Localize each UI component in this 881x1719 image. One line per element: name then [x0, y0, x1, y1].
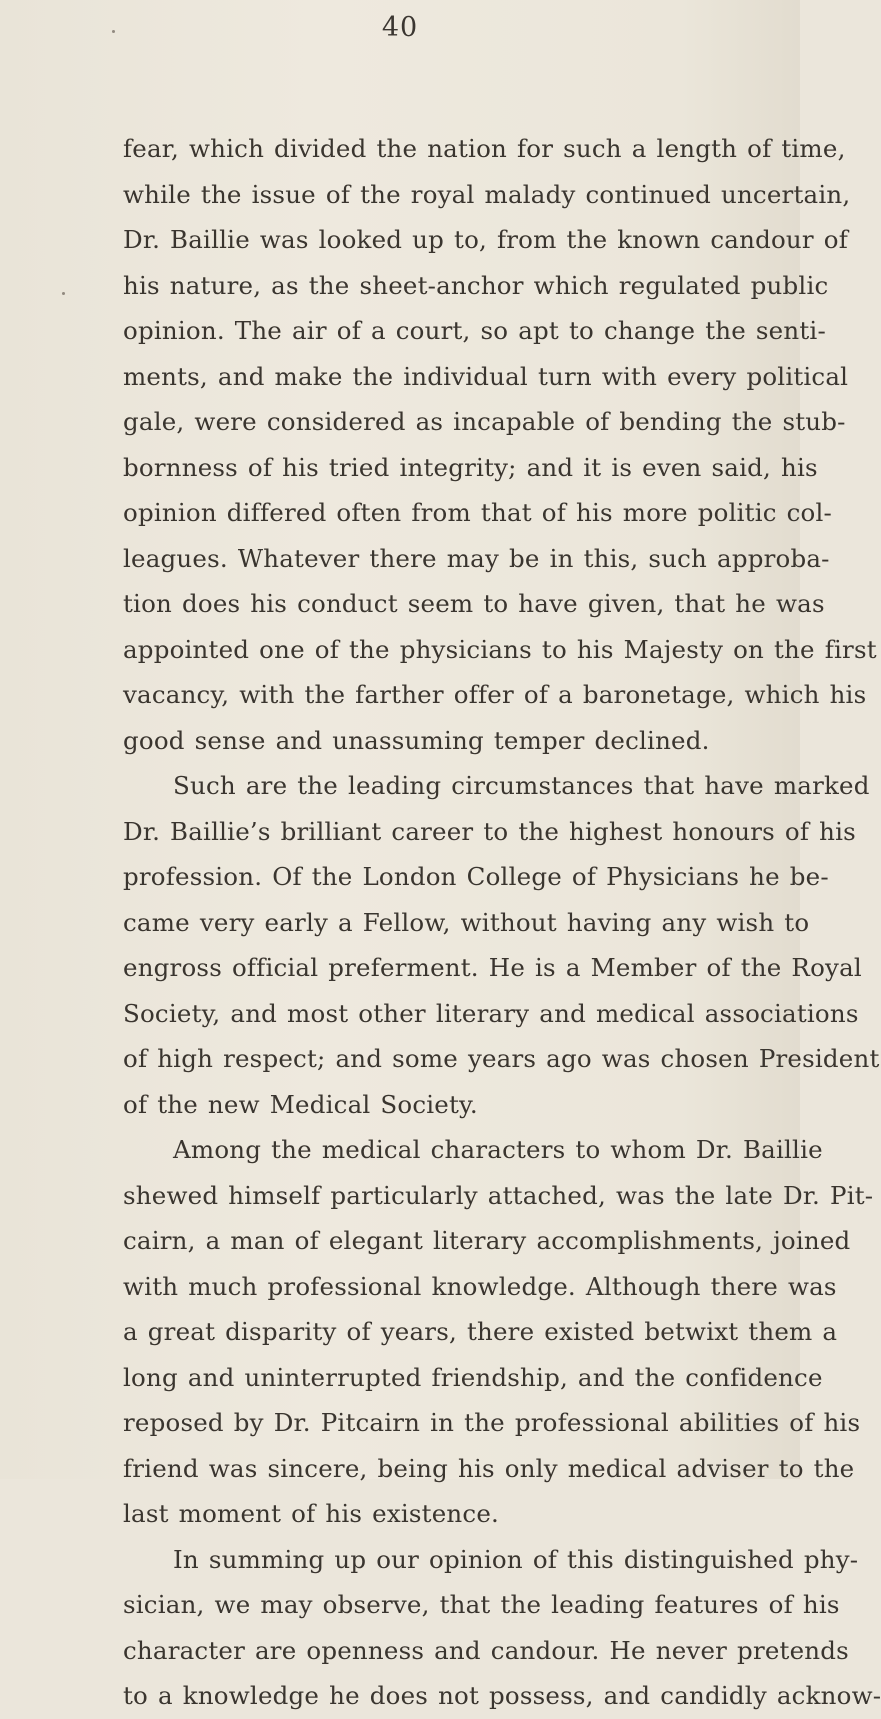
text-line: tion does his conduct seem to have given, that he was: [123, 589, 825, 618]
text-line: profession. Of the London College of Physicians he be-: [123, 862, 829, 891]
text-line: engross official preferment. He is a Member of the Royal: [123, 953, 862, 982]
text-line: shewed himself particularly attached, was the late Dr. Pit-: [123, 1180, 874, 1210]
text-line: with much professional knowledge. Although there was: [123, 1271, 837, 1301]
text-line: Dr. Baillie’s brilliant career to the highest honours of his: [123, 816, 856, 846]
text-line: opinion differed often from that of his more politic col-: [123, 498, 833, 527]
text-line: Dr. Baillie was looked up to, from the known candour of: [123, 225, 849, 254]
text-line: leagues. Whatever there may be in this, such approba-: [123, 543, 830, 573]
text-line: long and uninterrupted friendship, and the confidence: [123, 1362, 823, 1392]
text-line: of the new Medical Society.: [123, 1089, 478, 1119]
body-text: [123, 126, 881, 1719]
text-line: bornness of his tried integrity; and it is even said, his: [123, 452, 818, 482]
paragraph-start-line: Such are the leading circumstances that have marked: [173, 771, 870, 800]
text-line: reposed by Dr. Pitcairn in the professional abilities of his: [123, 1408, 861, 1437]
text-line: of high respect; and some years ago was chosen President: [123, 1044, 880, 1073]
text-line: Society, and most other literary and medical associations: [123, 998, 859, 1028]
text-line: friend was sincere, being his only medical adviser to the: [123, 1453, 855, 1483]
text-line: last moment of his existence.: [123, 1499, 500, 1528]
page-number: 40: [381, 12, 419, 43]
text-line: gale, were considered as incapable of bending the stub-: [123, 407, 846, 436]
paragraph-start-line: Among the medical characters to whom Dr. Baillie: [173, 1135, 823, 1164]
text-line: opinion. The air of a court, so apt to change the senti-: [123, 316, 826, 345]
paper-speck: [112, 30, 115, 33]
text-line: fear, which divided the nation for such a length of time,: [123, 134, 846, 163]
text-line: while the issue of the royal malady continued uncertain,: [123, 179, 851, 209]
text-line: sician, we may observe, that the leading features of his: [123, 1590, 840, 1619]
text-line: appointed one of the physicians to his Majesty on the first: [123, 634, 877, 664]
text-line: his nature, as the sheet-anchor which regulated public: [123, 270, 829, 300]
text-line: good sense and unassuming temper declined.: [123, 725, 710, 755]
text-line: cairn, a man of elegant literary accomplishments, joined: [123, 1226, 851, 1255]
paper-speck: [62, 292, 65, 295]
text-line: to a knowledge he does not possess, and candidly acknow-: [123, 1681, 881, 1710]
text-line: character are openness and candour. He never pretends: [123, 1635, 849, 1665]
paragraph-start-line: In summing up our opinion of this distinguished phy-: [173, 1544, 859, 1574]
text-line: a great disparity of years, there existed betwixt them a: [123, 1317, 838, 1346]
text-line: ments, and make the individual turn with every political: [123, 361, 849, 391]
text-line: vacancy, with the farther offer of a baronetage, which his: [123, 680, 867, 709]
text-line: came very early a Fellow, without having any wish to: [123, 907, 810, 937]
